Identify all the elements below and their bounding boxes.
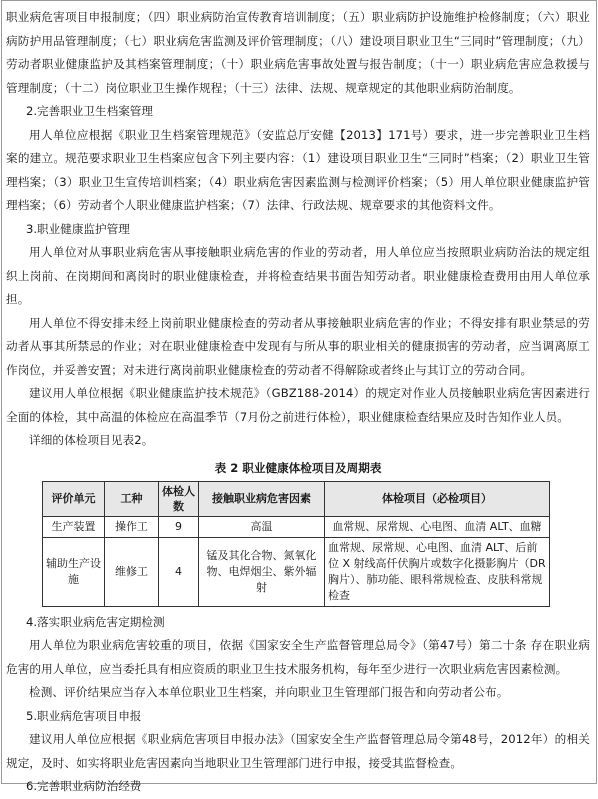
table-caption: 表 2 职业健康体检项目及周期表	[214, 460, 382, 475]
heading-hazard-declaration: 5.职业病危害项目申报	[26, 708, 142, 723]
cell-unit: 生产装置	[43, 516, 105, 537]
paragraph-table-ref: 详细的体检项目见表2。	[29, 433, 154, 447]
paragraph-hazard-declaration: 建议用人单位应根据《职业病危害项目申报办法》（国家安全生产监督管理总局令第48号，2012年）的相关规定，及时、如实将职业危害因素向当地职业卫生管理部门进行申报，接受其监督检查。	[6, 732, 590, 770]
heading-funding: 6.完善职业病防治经费	[26, 779, 142, 793]
header-hazard: 接触职业病危害因素	[199, 481, 325, 516]
heading-periodic-testing: 4.落实职业病危害定期检测	[26, 614, 165, 629]
paragraph-testing-results: 检测、评价结果应当存入本单位职业卫生档案，并向职业卫生管理部门报告和向劳动者公布。	[29, 685, 509, 699]
cell-job: 操作工	[105, 516, 159, 537]
page-border-right	[596, 0, 597, 784]
paragraph-periodic-testing: 用人单位为职业病危害较重的项目，依据《国家安全生产监督管理总局令》（第47号）第二十条 存在职业病危害的用人单位，应当委托具有相应资质的职业卫生技术服务机构，每年至少进行一次职业病危害因素检测。	[6, 638, 590, 676]
table-row	[43, 516, 550, 537]
cell-hazard: 锰及其化合物、氮氧化物、电焊烟尘、紫外辐射	[199, 537, 325, 606]
cell-exam-items: 血常规、尿常规、心电图、血清 ALT、血糖	[325, 516, 550, 537]
header-job: 工种	[105, 481, 159, 516]
paragraph-archive: 用人单位应根据《职业卫生档案管理规范》（安监总厅安健【2013】171号）要求，进一步完善职业卫生档案的建立。规范要求职业卫生档案应包含下列主要内容：（1）建设项目职业卫生“三同时”档案；（2）职业卫生管理档案；（3）职业卫生宣传培训档案；（4）职业病危害因素监测与检测评价档案；（5）用人单位职业健康监护管理档案；（6）劳动者个人职业健康监护档案；（7）法律、行政法规、规章要求的其他资料文件。	[6, 127, 590, 212]
header-unit: 评价单元	[43, 481, 105, 516]
table-header-row	[43, 481, 550, 516]
page-border-left	[1, 0, 2, 784]
page-border-top	[1, 0, 597, 1]
header-count: 体检人数	[159, 481, 199, 516]
health-exam-table	[42, 481, 550, 607]
cell-hazard: 高温	[199, 516, 325, 537]
cell-count: 9	[159, 516, 199, 537]
cell-unit: 辅助生产设施	[43, 537, 105, 606]
paragraph-health-exam: 用人单位对从事职业病危害从事接触职业病危害的作业的劳动者，用人单位应当按照职业病防治法的规定组织上岗前、在岗期间和离岗时的职业健康检查，并将检查结果书面告知劳动者。职业健康检查费用由用人单位承担。	[6, 245, 590, 306]
heading-archive-management: 2.完善职业卫生档案管理	[26, 104, 153, 118]
document-body	[6, 6, 590, 799]
cell-job: 维修工	[105, 537, 159, 606]
cell-count: 4	[159, 537, 199, 606]
paragraph-system-list: 职业病危害项目申报制度；（四）职业病防治宣传教育培训制度；（五）职业病防护设施维护检修制度；（六）职业病防护用品管理制度；（七）职业病危害监测及评价管理制度；（八）建设项目职业卫生“三同时”管理制度；（九）劳动者职业健康监护及其档案管理制度；（十）职业病危害事故处置与报告制度；（十一）职业病危害应急救援与管理制度；（十二）岗位职业卫生操作规程；（十三）法律、法规、规章规定的其他职业病防治制度。	[6, 10, 590, 95]
table-row	[43, 537, 550, 606]
heading-health-monitoring: 3.职业健康监护管理	[26, 221, 130, 236]
paragraph-recommendation: 建议用人单位根据《职业健康监护技术规范》（GBZ188-2014）的规定对作业人员接触职业病危害因素进行全面的体检，其中高温的体检应在高温季节（7月份之前进行体检），职业健康检查结果应及时告知作业人员。	[6, 386, 590, 424]
cell-exam-items: 血常规、尿常规、心电图、血清 ALT、后前位 X 射线高仟伏胸片或数字化摄影胸片（DR 胸片）、肺功能、眼科常规检查、皮肤科常规检查	[325, 537, 550, 606]
paragraph-restrictions: 用人单位不得安排未经上岗前职业健康检查的劳动者从事接触职业病危害的作业；不得安排有职业禁忌的劳动者从事其所禁忌的作业；对在职业健康检查中发现有与所从事的职业相关的健康损害的劳动者，应当调离原工作岗位，并妥善安置；对未进行离岗前职业健康检查的劳动者不得解除或者终止与其订立的劳动合同。	[6, 315, 590, 377]
header-exam-items: 体检项目（必检项目）	[325, 481, 550, 516]
